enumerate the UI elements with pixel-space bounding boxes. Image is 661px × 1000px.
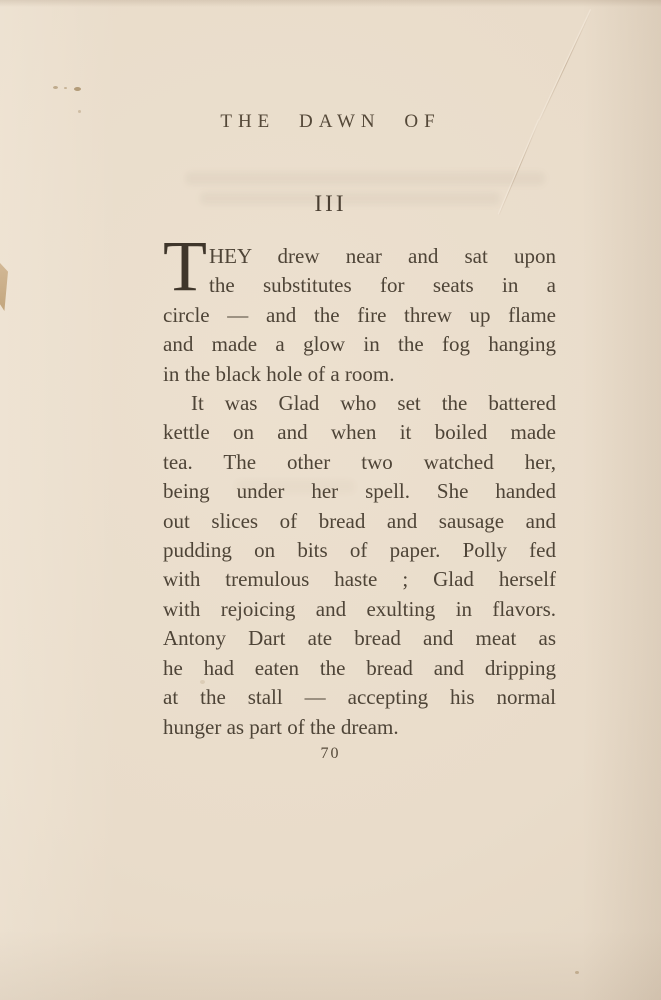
body-text [163,226,556,742]
drop-cap-box [163,226,209,306]
page-edge-chip [0,263,8,311]
text-line: HEY drew near and sat upon [209,244,556,268]
text-line: with tremulous haste ; Glad herself [163,567,556,592]
foxing-speck [575,971,579,974]
text-line: tea. The other two watched her, [163,449,556,474]
running-header: THE DAWN OF [220,111,441,132]
foxing-speck [53,86,58,89]
text-line: with rejoicing and exulting in flavors. [163,596,556,621]
paper-crease [540,10,592,121]
page-number: 70 [320,745,341,762]
text-line: hunger as part of the dream. [163,714,399,739]
text-line: out slices of bread and sausage and [163,508,556,533]
drop-cap-letter: T [163,226,207,306]
foxing-speck [74,87,81,91]
foxing-speck [64,87,67,89]
paragraph-2 [163,389,556,742]
text-line: circle — and the fire threw up flame [163,302,556,327]
text-line: kettle on and when it boiled made [163,420,556,445]
chapter-number: III [314,191,347,216]
text-line: and made a glow in the fog hanging [163,332,556,357]
text-line: pudding on bits of paper. Polly fed [163,538,556,563]
text-line: he had eaten the bread and dripping [163,655,556,680]
text-line: in the black hole of a room. [163,361,395,386]
paragraph-1 [163,226,556,389]
text-line: being under her spell. She handed [163,479,556,504]
text-line: Antony Dart ate bread and meat as [163,626,556,651]
text-line: at the stall — accepting his normal [163,685,556,710]
show-through-text [185,172,545,185]
text-line: the substitutes for seats in a [209,273,556,298]
text-line: It was Glad who set the battered [191,391,556,416]
